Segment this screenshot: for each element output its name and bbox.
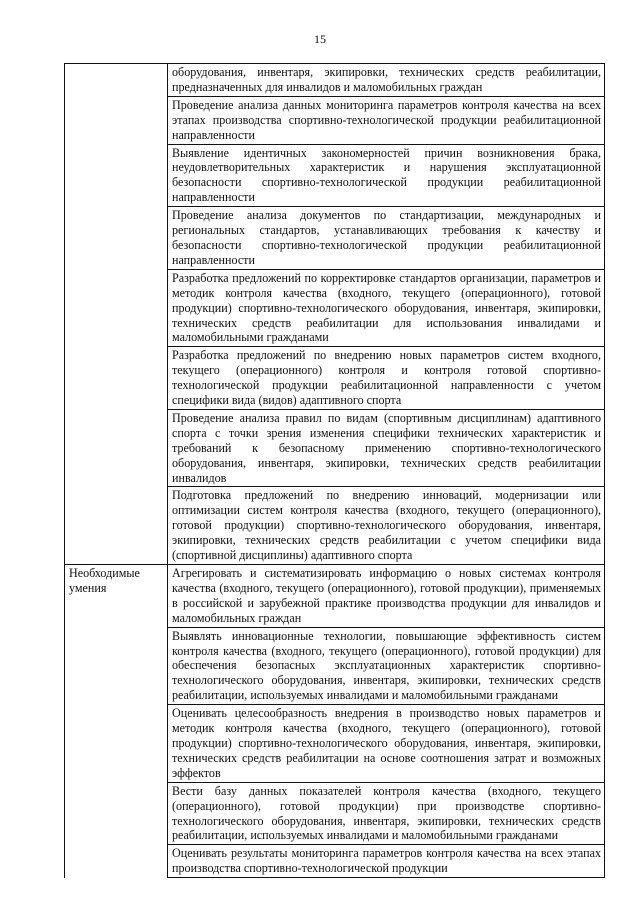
table-cell: Оценивать целесообразность внедрения в производство новых параметров и методик контроля качества (входного, текущего (операционного), готовой продукции) спортивно-технологического оборудования, инвентаря, экипировки, технических средств реабилитации на основе соотношения затрат и возможных эффектов bbox=[168, 705, 605, 783]
table-cell: Проведение анализа документов по стандартизации, международных и региональных стандартов, устанавливающих требования к качеству и безопасности спортивно-технологической продукции реабилитационной направленности bbox=[168, 207, 605, 270]
table-row bbox=[65, 565, 605, 628]
table-cell: Вести базу данных показателей контроля качества (входного, текущего (операционного), готовой продукции) при производстве спортивно-технологического оборудования, инвентаря, экипировки, технических средств реабилитации, используемых инвалидами и маломобильными гражданами bbox=[168, 782, 605, 845]
section-label-cell bbox=[65, 627, 168, 705]
requirements-table bbox=[64, 63, 605, 878]
section-label-cell bbox=[65, 347, 168, 410]
section-label-cell bbox=[65, 487, 168, 565]
table-cell: Выявлять инновационные технологии, повышающие эффективность систем контроля качества (входного, текущего (операционного), готовой продукции) для обеспечения безопасных эксплуатационных характеристик спортивно-технологического оборудования, инвентаря, экипировки, технических средств реабилитации, используемых инвалидами и маломобильными гражданами bbox=[168, 627, 605, 705]
table-row bbox=[65, 705, 605, 783]
table-row bbox=[65, 845, 605, 878]
table-row bbox=[65, 347, 605, 410]
section-label-cell bbox=[65, 269, 168, 347]
table-row bbox=[65, 269, 605, 347]
section-label-cell bbox=[65, 409, 168, 487]
section-label-cell bbox=[65, 782, 168, 845]
section-label-cell bbox=[65, 705, 168, 783]
section-label-skills: Необходимые умения bbox=[65, 565, 168, 628]
table-cell: Разработка предложений по внедрению новых параметров систем входного, текущего (операционного) контроля и контроля готовой спортивно-технологической продукции реабилитационной направленности с учетом специфики вида (видов) адаптивного спорта bbox=[168, 347, 605, 410]
section-label-cell bbox=[65, 64, 168, 97]
table-row bbox=[65, 409, 605, 487]
table-row bbox=[65, 207, 605, 270]
table-cell: Подготовка предложений по внедрению инноваций, модернизации или оптимизации систем контроля качества (входного, текущего (операционного), готовой продукции) спортивно-технологического оборудования, инвентаря, экипировки, технических средств реабилитации с учетом специфики вида (спортивной дисциплины) адаптивного спорта bbox=[168, 487, 605, 565]
table-cell: Оценивать результаты мониторинга параметров контроля качества на всех этапах производства спортивно-технологической продукции bbox=[168, 845, 605, 878]
table-cell: Разработка предложений по корректировке стандартов организации, параметров и методик контроля качества (входного, текущего (операционного), готовой продукции) спортивно-технологического оборудования, инвентаря, экипировки, технических средств реабилитации для использования инвалидами и маломобильными гражданами bbox=[168, 269, 605, 347]
page-number: 15 bbox=[314, 32, 326, 46]
table-row bbox=[65, 144, 605, 207]
table-cell: Выявление идентичных закономерностей причин возникновения брака, неудовлетворительных характеристик и нарушения эксплуатационной безопасности спортивно-технологической продукции реабилитационной направленности bbox=[168, 144, 605, 207]
table-cell: Проведение анализа правил по видам (спортивным дисциплинам) адаптивного спорта с точки зрения изменения специфики технических характеристик и требований к безопасному применению спортивно-технологического оборудования, инвентаря, экипировки, технических средств реабилитации инвалидов bbox=[168, 409, 605, 487]
section-label-cell bbox=[65, 144, 168, 207]
table-row bbox=[65, 96, 605, 144]
table-cell: оборудования, инвентаря, экипировки, технических средств реабилитации, предназначенных для инвалидов и маломобильных граждан bbox=[168, 64, 605, 97]
table-row bbox=[65, 487, 605, 565]
section-label-cell bbox=[65, 845, 168, 878]
table-cell: Агрегировать и систематизировать информацию о новых системах контроля качества (входного, текущего (операционного), готовой продукции), применяемых в российской и зарубежной практике производства продукции для инвалидов и маломобильных граждан bbox=[168, 565, 605, 628]
section-label-cell bbox=[65, 207, 168, 270]
table-row bbox=[65, 64, 605, 97]
section-label-cell bbox=[65, 96, 168, 144]
table-row bbox=[65, 627, 605, 705]
table-row bbox=[65, 782, 605, 845]
table-cell: Проведение анализа данных мониторинга параметров контроля качества на всех этапах производства спортивно-технологической продукции реабилитационной направленности bbox=[168, 96, 605, 144]
